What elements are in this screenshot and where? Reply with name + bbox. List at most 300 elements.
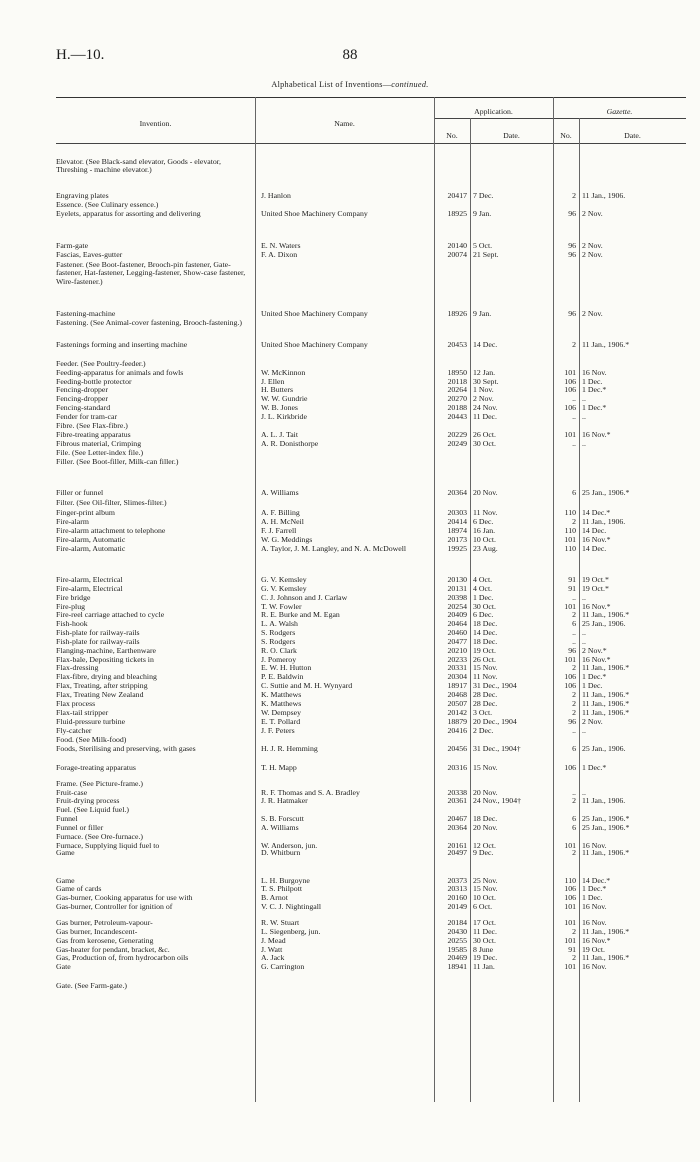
entry-app-date: 18 Dec. xyxy=(473,620,498,628)
entry-name: C. J. Johnson and J. Carlaw xyxy=(261,594,348,602)
entry-gazette-date: 19 Oct. xyxy=(582,945,605,954)
entry-invention: Fibrous material, Crimping xyxy=(56,440,142,448)
entry-gazette-date: 2 Nov. xyxy=(582,250,603,259)
entry-app-no: 20497 xyxy=(447,848,467,857)
entry-invention: Gas, Production of, from hydrocarbon oils xyxy=(56,954,189,962)
entry-app-no: 20173 xyxy=(447,535,467,544)
entry-invention: Fibre. (See Flax-fibre.) xyxy=(56,422,128,430)
entry-invention: Flax, Treating New Zealand xyxy=(56,691,144,699)
entry-gazette-no: 2 xyxy=(572,663,576,672)
entry-app-no: 20460 xyxy=(447,628,467,637)
entry-name: R. O. Clark xyxy=(261,647,297,655)
entry-app-date: 19 Oct. xyxy=(473,647,496,655)
entry-app-no: 18879 xyxy=(447,717,467,726)
entry-gazette-date: 25 Jan., 1906. xyxy=(582,619,626,628)
entry-invention: Gate. (See Farm-gate.) xyxy=(56,982,128,990)
entry-app-no: 20188 xyxy=(447,403,467,412)
entry-gazette-date: .. xyxy=(582,439,586,448)
entry-invention: Fluid-pressure turbine xyxy=(56,718,126,726)
entry-app-no: 20467 xyxy=(447,814,467,823)
entry-gazette-no: 96 xyxy=(568,250,576,259)
entry-name: A. H. McNeil xyxy=(261,518,304,526)
entry-app-no: 20249 xyxy=(447,439,467,448)
entry-gazette-date: 2 Nov. xyxy=(582,717,603,726)
entry-name: J. Pomeroy xyxy=(261,656,297,664)
entry-app-no: 20338 xyxy=(447,788,467,797)
entry-invention: File. (See Letter-index file.) xyxy=(56,449,144,457)
entry-gazette-no: .. xyxy=(572,726,576,735)
entry-app-date: 18 Dec. xyxy=(473,815,498,823)
entry-invention: Forage-treating apparatus xyxy=(56,764,136,772)
entry-app-date: 26 Oct. xyxy=(473,431,496,439)
entry-app-date: 31 Dec., 1904 xyxy=(473,682,517,690)
entry-name: J. Mead xyxy=(261,937,286,945)
header-bottom-rule xyxy=(56,143,686,144)
entry-app-no: 20161 xyxy=(447,841,467,850)
entry-invention: Fastening. (See Animal-cover fastening, Brooch-fastening.) xyxy=(56,319,242,327)
entry-app-date: 11 Nov. xyxy=(473,673,498,681)
entry-gazette-no: .. xyxy=(572,637,576,646)
entry-invention: Feeding-apparatus for animals and fowls xyxy=(56,369,184,377)
entry-gazette-date: 2 Nov. xyxy=(582,241,603,250)
entry-gazette-no: 106 xyxy=(564,763,576,772)
entry-app-no: 18974 xyxy=(447,526,467,535)
entry-name: A. F. Billing xyxy=(261,509,300,517)
entry-app-date: 14 Dec. xyxy=(473,341,498,349)
entry-gazette-no: .. xyxy=(572,593,576,602)
entry-gazette-date: .. xyxy=(582,394,586,403)
list-title-text: Alphabetical List of Inventions— xyxy=(271,80,392,89)
entry-gazette-date: 11 Jan., 1906.* xyxy=(582,953,630,962)
entry-gazette-no: .. xyxy=(572,394,576,403)
entry-gazette-date: 16 Nov.* xyxy=(582,602,611,611)
entry-gazette-date: 19 Oct.* xyxy=(582,575,609,584)
entry-app-date: 8 June xyxy=(473,946,494,954)
entry-app-no: 20254 xyxy=(447,602,467,611)
entry-app-no: 20229 xyxy=(447,430,467,439)
entry-name: C. Suttie and M. H. Wynyard xyxy=(261,682,353,690)
entry-app-date: 21 Sept. xyxy=(473,251,499,259)
entry-invention: Fencing-standard xyxy=(56,404,111,412)
entry-name: W. B. Jones xyxy=(261,404,298,412)
entry-invention: Fire bridge xyxy=(56,594,91,602)
entry-name: W. Anderson, jun. xyxy=(261,842,318,850)
entry-app-date: 15 Nov. xyxy=(473,885,498,893)
entry-name: T. W. Fowler xyxy=(261,603,302,611)
entry-gazette-no: 101 xyxy=(564,430,576,439)
entry-name: W. McKinnon xyxy=(261,369,306,377)
entry-gazette-no: 6 xyxy=(572,619,576,628)
entry-gazette-no: 101 xyxy=(564,936,576,945)
entry-invention: Flanging-machine, Earthenware xyxy=(56,647,157,655)
entry-gazette-date: 1 Dec.* xyxy=(582,385,607,394)
entry-gazette-no: 96 xyxy=(568,209,576,218)
entry-name: J. Hanlon xyxy=(261,192,291,200)
entry-gazette-date: 14 Dec. xyxy=(582,526,607,535)
entry-app-no: 20409 xyxy=(447,610,467,619)
entry-invention: Funnel or filler xyxy=(56,824,104,832)
col-gaz-no: No. xyxy=(560,131,572,140)
entry-gazette-no: 101 xyxy=(564,535,576,544)
entry-gazette-no: 2 xyxy=(572,340,576,349)
entry-app-date: 6 Dec. xyxy=(473,518,494,526)
entry-app-no: 20160 xyxy=(447,893,467,902)
entry-app-no: 20131 xyxy=(447,584,467,593)
entry-name: K. Matthews xyxy=(261,700,302,708)
entry-app-date: 20 Dec., 1904 xyxy=(473,718,517,726)
entry-name: G. V. Kemsley xyxy=(261,585,307,593)
entry-name: F. A. Dixon xyxy=(261,251,298,259)
entry-app-no: 20468 xyxy=(447,690,467,699)
entry-app-date: 9 Dec. xyxy=(473,849,494,857)
entry-gazette-no: 110 xyxy=(564,544,576,553)
entry-app-no: 20456 xyxy=(447,744,467,753)
entry-app-date: 1 Nov. xyxy=(473,386,494,394)
entry-invention: Gas burner, Petroleum-vapour- xyxy=(56,919,153,927)
entry-invention: Fire-alarm, Electrical xyxy=(56,576,123,584)
entry-invention: Gas-burner, Cooking apparatus for use with xyxy=(56,894,193,902)
entry-invention: Feeder. (See Poultry-feeder.) xyxy=(56,360,146,368)
entry-name: A. Williams xyxy=(261,824,299,832)
entry-app-no: 20469 xyxy=(447,953,467,962)
entry-invention: Flax-bale, Depositing tickets in xyxy=(56,656,154,664)
entry-name: L. Siegenberg, jun. xyxy=(261,928,321,936)
entry-gazette-no: 106 xyxy=(564,681,576,690)
entry-app-date: 10 Oct. xyxy=(473,536,496,544)
entry-gazette-no: 101 xyxy=(564,902,576,911)
entry-gazette-date: 11 Jan., 1906.* xyxy=(582,848,630,857)
entry-gazette-no: 2 xyxy=(572,610,576,619)
entry-app-date: 30 Oct. xyxy=(473,440,496,448)
entry-name: A. Jack xyxy=(261,954,285,962)
entry-invention: Fire-plug xyxy=(56,603,86,611)
entry-name: E. W. H. Hutton xyxy=(261,664,312,672)
entry-name: J. L. Kirkbride xyxy=(261,413,307,421)
entry-gazette-no: 91 xyxy=(568,575,576,584)
col-gazette: Gazette. xyxy=(606,107,633,116)
entry-invention: Foods, Sterilising and preserving, with gases xyxy=(56,745,196,753)
entry-invention: Fuel. (See Liquid fuel.) xyxy=(56,806,129,814)
entry-gazette-date: 16 Nov.* xyxy=(582,936,611,945)
entry-invention: Game xyxy=(56,849,75,857)
entry-gazette-no: 101 xyxy=(564,841,576,850)
entry-gazette-date: 1 Dec. xyxy=(582,377,603,386)
entry-app-no: 20331 xyxy=(447,663,467,672)
entry-app-date: 3 Oct. xyxy=(473,709,493,717)
entry-gazette-date: .. xyxy=(582,628,586,637)
entry-app-date: 5 Oct. xyxy=(473,242,493,250)
entry-app-date: 28 Dec. xyxy=(473,700,498,708)
entry-gazette-no: .. xyxy=(572,788,576,797)
entry-app-date: 30 Oct. xyxy=(473,937,496,945)
col-invention: Invention. xyxy=(139,119,172,128)
entry-gazette-date: 1 Dec.* xyxy=(582,403,607,412)
entry-invention: Fish-hook xyxy=(56,620,88,628)
entry-app-date: 11 Jan. xyxy=(473,963,495,971)
entry-app-date: 4 Oct. xyxy=(473,576,493,584)
entry-gazette-date: 1 Dec.* xyxy=(582,884,607,893)
entry-gazette-date: 11 Jan., 1906. xyxy=(582,517,626,526)
entry-gazette-no: .. xyxy=(572,439,576,448)
entry-app-no: 18941 xyxy=(447,962,467,971)
entry-app-date: 20 Nov. xyxy=(473,489,498,497)
entry-gazette-no: 106 xyxy=(564,884,576,893)
entry-name: J. F. Peters xyxy=(261,727,295,735)
page-number: 88 xyxy=(342,47,358,63)
entry-gazette-date: 1 Dec.* xyxy=(582,672,607,681)
entry-gazette-date: 2 Nov. xyxy=(582,209,603,218)
entry-name: R. E. Burke and M. Egan xyxy=(261,611,340,619)
entry-gazette-no: 110 xyxy=(564,508,576,517)
entry-invention: Fire-alarm, Automatic xyxy=(56,545,126,553)
entry-gazette-no: 106 xyxy=(564,403,576,412)
entry-invention: Fire-alarm attachment to telephone xyxy=(56,527,166,535)
entry-gazette-no: 106 xyxy=(564,377,576,386)
entry-gazette-date: 2 Nov.* xyxy=(582,646,607,655)
entry-app-date: 24 Nov. xyxy=(473,404,498,412)
entry-app-no: 20373 xyxy=(447,876,467,885)
entry-name: T. S. Philpott xyxy=(261,885,303,893)
entry-name: T. H. Mapp xyxy=(261,764,297,772)
entry-gazette-no: 6 xyxy=(572,488,576,497)
entry-app-no: 20210 xyxy=(447,646,467,655)
entry-name: K. Matthews xyxy=(261,691,302,699)
entry-app-date: 31 Dec., 1904† xyxy=(473,745,521,753)
entry-invention: Elevator. (See Black-sand elevator, Goods - elevator, Threshing - machine elevator.) xyxy=(56,158,221,175)
entry-gazette-date: 14 Dec.* xyxy=(582,508,611,517)
entry-gazette-date: 1 Dec. xyxy=(582,893,603,902)
entry-gazette-date: 16 Nov. xyxy=(582,368,607,377)
entry-app-no: 20417 xyxy=(447,191,467,200)
entry-invention: Eyelets, apparatus for assorting and delivering xyxy=(56,210,201,218)
entry-app-no: 20416 xyxy=(447,726,467,735)
entry-invention: Fire-alarm, Automatic xyxy=(56,536,126,544)
entry-name: A. L. J. Tait xyxy=(261,431,298,439)
entry-app-date: 2 Nov. xyxy=(473,395,494,403)
entry-gazette-date: 1 Dec. xyxy=(582,681,603,690)
entry-name: P. E. Baldwin xyxy=(261,673,304,681)
entry-app-no: 20507 xyxy=(447,699,467,708)
entry-app-date: 18 Dec. xyxy=(473,638,498,646)
entry-gazette-date: 16 Nov.* xyxy=(582,430,611,439)
entry-name: E. T. Pollard xyxy=(261,718,301,726)
entry-app-no: 20184 xyxy=(447,918,467,927)
entry-gazette-no: 101 xyxy=(564,655,576,664)
col-app-no: No. xyxy=(446,131,458,140)
entry-invention: Gas burner, Incandescent- xyxy=(56,928,138,936)
entry-gazette-date: .. xyxy=(582,593,586,602)
entry-name: United Shoe Machinery Company xyxy=(261,341,368,349)
entry-invention: Fencing-dropper xyxy=(56,386,108,394)
entry-app-no: 20255 xyxy=(447,936,467,945)
entry-invention: Fire-alarm xyxy=(56,518,89,526)
entry-gazette-date: 25 Jan., 1906.* xyxy=(582,488,630,497)
entry-name: A. R. Donisthorpe xyxy=(261,440,319,448)
entry-gazette-no: 110 xyxy=(564,876,576,885)
entry-app-no: 20443 xyxy=(447,412,467,421)
entry-gazette-no: 101 xyxy=(564,962,576,971)
entry-gazette-no: 101 xyxy=(564,602,576,611)
entry-invention: Filler. (See Boot-filler, Milk-can filler.) xyxy=(56,458,179,466)
entry-invention: Filler or funnel xyxy=(56,489,104,497)
entry-name: J. Watt xyxy=(261,946,283,954)
list-title-continued: continued. xyxy=(391,80,429,89)
entry-app-date: 16 Jan. xyxy=(473,527,496,535)
entry-name: W. W. Gundrie xyxy=(261,395,308,403)
entry-invention: Fish-plate for railway-rails xyxy=(56,638,140,646)
entry-gazette-no: 6 xyxy=(572,744,576,753)
entry-app-no: 20361 xyxy=(447,796,467,805)
divider-app-no-date xyxy=(470,118,471,1102)
entry-app-no: 20140 xyxy=(447,241,467,250)
entry-gazette-date: 11 Jan., 1906.* xyxy=(582,610,630,619)
entry-name: A. Taylor, J. M. Langley, and N. A. McDowell xyxy=(261,545,407,553)
entry-app-date: 1 Dec. xyxy=(473,594,494,602)
entry-gazette-no: 101 xyxy=(564,368,576,377)
entry-name: R. W. Stuart xyxy=(261,919,300,927)
entry-app-no: 20430 xyxy=(447,927,467,936)
entry-app-date: 9 Jan. xyxy=(473,310,492,318)
entry-app-no: 18926 xyxy=(447,309,467,318)
entry-app-date: 17 Oct. xyxy=(473,919,496,927)
entry-app-date: 30 Oct. xyxy=(473,603,496,611)
entry-app-no: 20233 xyxy=(447,655,467,664)
entry-gazette-no: 6 xyxy=(572,823,576,832)
entry-gazette-date: .. xyxy=(582,788,586,797)
entry-gazette-no: 2 xyxy=(572,848,576,857)
entry-name: J. R. Hatmaker xyxy=(261,797,308,805)
entry-app-no: 20464 xyxy=(447,619,467,628)
col-app-date: Date. xyxy=(503,131,520,140)
entry-gazette-no: 6 xyxy=(572,814,576,823)
entry-app-date: 9 Jan. xyxy=(473,210,492,218)
entry-name: S. B. Forscutt xyxy=(261,815,304,823)
entry-gazette-no: 2 xyxy=(572,191,576,200)
entry-invention: Flax process xyxy=(56,700,96,708)
entry-invention: Fastenings forming and inserting machine xyxy=(56,341,188,349)
entry-name: F. J. Farrell xyxy=(261,527,297,535)
entry-name: G. V. Kemsley xyxy=(261,576,307,584)
entry-name: H. Butters xyxy=(261,386,294,394)
entry-app-no: 20142 xyxy=(447,708,467,717)
entry-invention: Fruit-drying process xyxy=(56,797,120,805)
entry-app-date: 20 Nov. xyxy=(473,789,498,797)
entry-app-no: 19925 xyxy=(447,544,467,553)
entry-app-date: 11 Nov. xyxy=(473,509,498,517)
entry-gazette-no: .. xyxy=(572,628,576,637)
entry-name: E. N. Waters xyxy=(261,242,301,250)
entry-invention: Farm-gate xyxy=(56,242,89,250)
entry-invention: Gas from kerosene, Generating xyxy=(56,937,154,945)
entry-gazette-date: 19 Oct.* xyxy=(582,584,609,593)
entry-invention: Gate xyxy=(56,963,71,971)
entry-gazette-date: 11 Jan., 1906.* xyxy=(582,690,630,699)
entry-gazette-date: 11 Jan., 1906. xyxy=(582,191,626,200)
entry-invention: Food. (See Milk-food) xyxy=(56,736,127,744)
entry-app-no: 20304 xyxy=(447,672,467,681)
entry-name: G. Carrington xyxy=(261,963,305,971)
entry-gazette-no: 2 xyxy=(572,699,576,708)
entry-gazette-date: 25 Jan., 1906.* xyxy=(582,823,630,832)
entry-app-no: 18917 xyxy=(447,681,467,690)
entry-invention: Fastener. (See Boot-fastener, Brooch-pin fastener, Gate-fastener, Hat-fastener, Legging-fastener, Show-case fastener, Wire-fastener.) xyxy=(56,261,246,286)
entry-gazette-no: 96 xyxy=(568,717,576,726)
list-title xyxy=(0,80,700,89)
entry-app-date: 30 Sept. xyxy=(473,378,499,386)
entry-invention: Flax-fibre, drying and bleaching xyxy=(56,673,157,681)
entry-invention: Flax, Treating, after stripping xyxy=(56,682,148,690)
entry-gazette-date: 2 Nov. xyxy=(582,309,603,318)
entry-gazette-date: 16 Nov. xyxy=(582,918,607,927)
entry-gazette-date: 25 Jan., 1906.* xyxy=(582,814,630,823)
entry-app-no: 20303 xyxy=(447,508,467,517)
entry-app-no: 18925 xyxy=(447,209,467,218)
entry-gazette-date: 11 Jan., 1906.* xyxy=(582,340,630,349)
entry-app-no: 18950 xyxy=(447,368,467,377)
entry-gazette-no: 2 xyxy=(572,796,576,805)
entry-gazette-no: 106 xyxy=(564,893,576,902)
entry-app-date: 10 Oct. xyxy=(473,894,496,902)
entry-gazette-date: 16 Nov.* xyxy=(582,655,611,664)
entry-app-no: 20477 xyxy=(447,637,467,646)
entry-app-date: 28 Dec. xyxy=(473,691,498,699)
entry-invention: Engraving plates xyxy=(56,192,109,200)
entry-gazette-no: 91 xyxy=(568,584,576,593)
entry-invention: Flax-tail stripper xyxy=(56,709,109,717)
entry-app-date: 15 Nov. xyxy=(473,764,498,772)
entry-invention: Fender for tram-car xyxy=(56,413,118,421)
entry-name: W. G. Meddings xyxy=(261,536,313,544)
entry-gazette-date: 11 Jan., 1906. xyxy=(582,796,626,805)
entry-invention: Funnel xyxy=(56,815,78,823)
entry-invention: Finger-print album xyxy=(56,509,115,517)
entry-invention: Flax-dressing xyxy=(56,664,99,672)
entry-gazette-date: 11 Jan., 1906.* xyxy=(582,708,630,717)
entry-gazette-date: .. xyxy=(582,412,586,421)
entry-invention: Frame. (See Picture-frame.) xyxy=(56,780,144,788)
entry-app-date: 12 Oct. xyxy=(473,842,496,850)
entry-gazette-no: 96 xyxy=(568,646,576,655)
entry-gazette-no: 2 xyxy=(572,690,576,699)
entry-invention: Filter. (See Oil-filter, Slimes-filter.) xyxy=(56,499,167,507)
table-top-rule xyxy=(56,97,686,98)
entry-gazette-date: 11 Jan., 1906.* xyxy=(582,663,630,672)
entry-app-no: 20270 xyxy=(447,394,467,403)
entry-app-no: 20118 xyxy=(447,377,467,386)
entry-gazette-no: 110 xyxy=(564,526,576,535)
entry-app-no: 20364 xyxy=(447,823,467,832)
entry-gazette-no: 96 xyxy=(568,241,576,250)
entry-gazette-date: 16 Nov. xyxy=(582,902,607,911)
entry-app-date: 12 Jan. xyxy=(473,369,496,377)
divider-invention-name xyxy=(255,97,256,1102)
entry-name: United Shoe Machinery Company xyxy=(261,310,368,318)
entry-name: V. C. J. Nightingall xyxy=(261,903,322,911)
entry-name: L. H. Burgoyne xyxy=(261,877,310,885)
entry-app-date: 23 Aug. xyxy=(473,545,498,553)
entry-app-date: 4 Oct. xyxy=(473,585,493,593)
entry-gazette-no: 91 xyxy=(568,945,576,954)
col-name: Name. xyxy=(334,119,355,128)
entry-gazette-date: .. xyxy=(582,637,586,646)
entry-gazette-no: 101 xyxy=(564,918,576,927)
entry-gazette-date: 25 Jan., 1906. xyxy=(582,744,626,753)
entry-name: W. Dempsey xyxy=(261,709,301,717)
entry-invention: Gas-burner, Controller for ignition of xyxy=(56,903,173,911)
entry-gazette-no: 2 xyxy=(572,517,576,526)
entry-app-date: 7 Dec. xyxy=(473,192,494,200)
entry-gazette-date: 16 Nov. xyxy=(582,841,607,850)
